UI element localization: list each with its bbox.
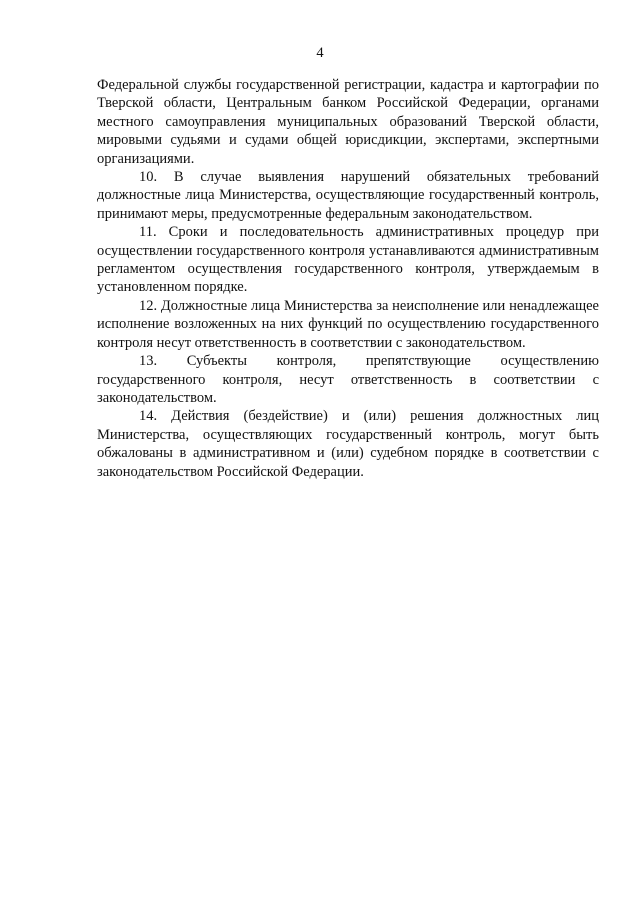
- paragraph-continuation: Федеральной службы государственной регистрации, кадастра и картографии по Тверской области, Центральным банком Российской Федерации, органами местного самоуправления муниципальных образований Тверской области, мировыми судьями и судами общей юрисдикции, экспертами, экспертными организациями.: [97, 77, 599, 167]
- document-body: [97, 76, 599, 481]
- paragraph-11: 11. Сроки и последовательность административных процедур при осуществлении государственного контроля устанавливаются административным регламентом осуществления государственного контроля, утверждаемым в установленном порядке.: [97, 224, 599, 296]
- page-number: 4: [316, 45, 324, 61]
- paragraph-13: 13. Субъекты контроля, препятствующие осуществлению государственного контроля, несут ответственность в соответствии с законодательством.: [97, 353, 599, 406]
- paragraph-14: 14. Действия (бездействие) и (или) решения должностных лиц Министерства, осуществляющих государственный контроль, могут быть обжалованы в административном и (или) судебном порядке в соответствии с законодательством Российской Федерации.: [97, 408, 599, 480]
- paragraph-10: 10. В случае выявления нарушений обязательных требований должностные лица Министерства, осуществляющие государственный контроль, принимают меры, предусмотренные федеральным законодательством.: [97, 169, 599, 222]
- paragraph-12: 12. Должностные лица Министерства за неисполнение или ненадлежащее исполнение возложенных на них функций по осуществлению государственного контроля несут ответственность в соответствии с законодательством.: [97, 297, 599, 351]
